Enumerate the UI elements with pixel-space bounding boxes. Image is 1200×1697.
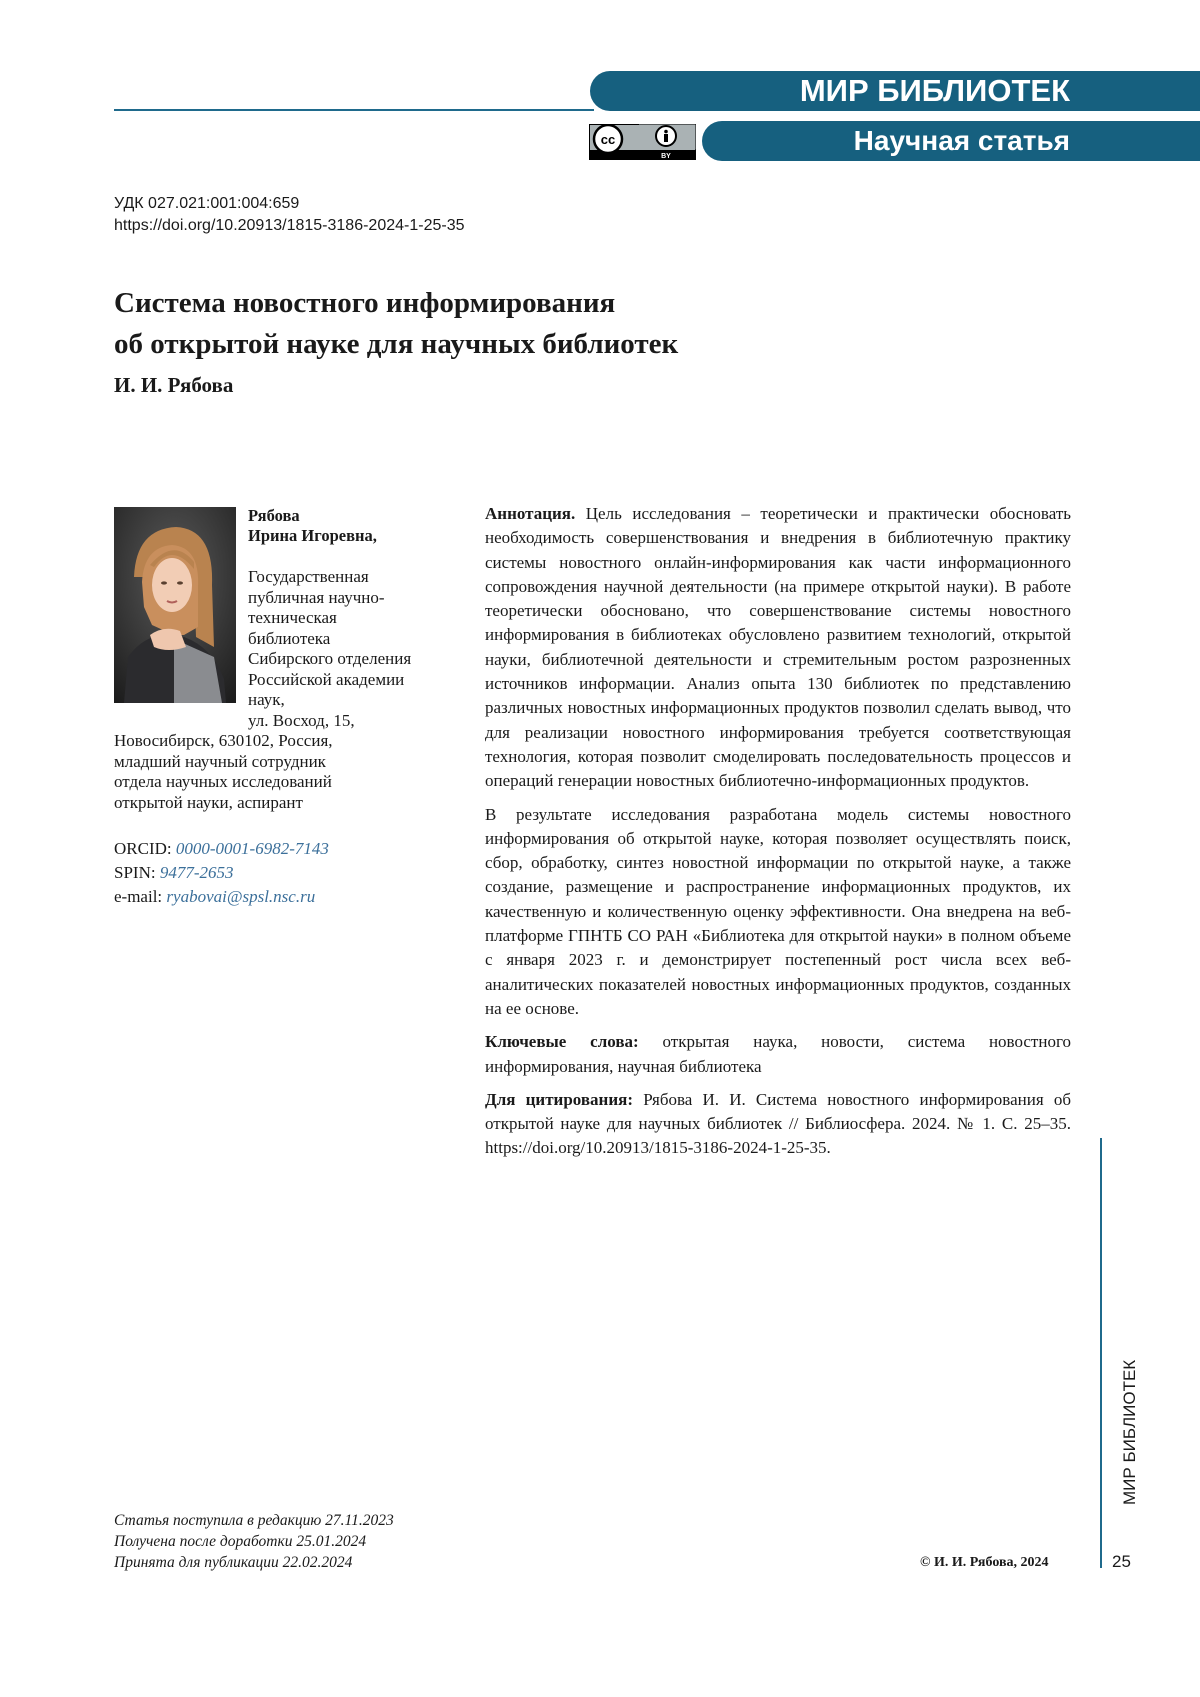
- abstract-text-1: Цель исследования – теоретически и практически обосновать необходимость совершенствования и внедрения в библиотечную практику системы новостного онлайн-информирования как части информационного сопровождения научной деятельности (на примере открытой науки). В работе теоретически обосновано, что совершенствование системы новостного информирования в библиотеках обусловлено развитием технологий, открытой науки, библиотечной деятельности и стремительным ростом разрозненных источников информации. Анализ опыта 130 библиотек по представлению различных новостных информационных продуктов позволил сделать вывод, что для реализации новостного информирования требуется соответствующая технология, которая позволит смоделировать последовательность процессов и операций генерации новостных библиотечно-информационных продуктов.: [485, 504, 1071, 790]
- bio-affiliation: [114, 567, 454, 813]
- citation: [485, 1088, 1071, 1161]
- spin-row: [114, 861, 329, 885]
- keywords-label: Ключевые слова:: [485, 1032, 639, 1051]
- udk-code: УДК 027.021:001:004:659: [114, 193, 299, 214]
- bio-line: публичная научно-: [114, 588, 454, 609]
- spin-label: SPIN:: [114, 863, 160, 882]
- abstract-paragraph-1: [485, 502, 1071, 794]
- bio-given-name: Ирина Игоревна,: [248, 526, 377, 546]
- bio-fullname: [248, 506, 377, 546]
- bio-line: Государственная: [114, 567, 454, 588]
- abstract-label: Аннотация.: [485, 504, 575, 523]
- bio-line: Российской академии: [114, 670, 454, 691]
- article-type-banner: Научная статья: [702, 121, 1200, 161]
- author-name: И. И. Рябова: [114, 371, 233, 399]
- copyright: © И. И. Рябова, 2024: [920, 1555, 1049, 1571]
- bio-line: наук,: [114, 690, 454, 711]
- bio-surname: Рябова: [248, 506, 377, 526]
- bio-line: отдела научных исследований: [114, 772, 454, 793]
- orcid-row: [114, 837, 329, 861]
- bio-line: младший научный сотрудник: [114, 752, 454, 773]
- svg-text:cc: cc: [601, 132, 615, 147]
- bio-line: Новосибирск, 630102, Россия,: [114, 731, 454, 752]
- bio-line: открытой науки, аспирант: [114, 793, 454, 814]
- spin-link[interactable]: 9477-2653: [160, 863, 234, 882]
- bio-line: библиотека: [114, 629, 454, 650]
- title-line-1: Система новостного информирования: [114, 283, 1014, 324]
- citation-text: Рябова И. И. Система новостного информирования об открытой науке для научных библиотек // Библиосфера. 2024. № 1. С. 25–35. https://doi.org/10.20913/1815-3186-2024-1-25-35.: [485, 1090, 1071, 1158]
- abstract-paragraph-2: В результате исследования разработана модель системы новостного информирования об открытой науке, которая позволяет осуществлять поиск, сбор, обработку, синтез новостной информации по открытой науке, а также создание, размещение и распространение информационных продуктов, их качественную и количественную оценку эффективности. Она внедрена на веб-платформе ГПНТБ СО РАН «Библиотека для открытой науки» в полном объеме с января 2023 г. и демонстрирует постепенный рост числа всех веб-аналитических показателей новостных информационных продуктов, созданных на ее основе.: [485, 803, 1071, 1022]
- bio-line: техническая: [114, 608, 454, 629]
- svg-text:BY: BY: [661, 153, 671, 160]
- cc-by-icon[interactable]: [589, 124, 696, 160]
- footer-vertical-rule: [1100, 1138, 1102, 1568]
- bio-line: ул. Восход, 15,: [114, 711, 454, 732]
- journal-section-banner: МИР БИБЛИОТЕК: [590, 71, 1200, 111]
- keywords-text: открытая наука, новости, система новостного информирования, научная библиотека: [485, 1032, 1071, 1075]
- date-received: Статья поступила в редакцию 27.11.2023: [114, 1510, 394, 1531]
- email-link[interactable]: ryabovai@spsl.nsc.ru: [166, 887, 315, 906]
- keywords: [485, 1030, 1071, 1079]
- email-label: e-mail:: [114, 887, 166, 906]
- email-row: [114, 885, 329, 909]
- author-identifiers: [114, 837, 329, 909]
- orcid-link[interactable]: 0000-0001-6982-7143: [176, 839, 329, 858]
- header-rule: [114, 109, 594, 111]
- article-title: [114, 283, 1014, 365]
- orcid-label: ORCID:: [114, 839, 176, 858]
- page-number: 25: [1112, 1552, 1131, 1572]
- vertical-journal-label: МИР БИБЛИОТЕК: [1120, 1360, 1140, 1505]
- abstract-column: [485, 502, 1071, 1170]
- citation-label: Для цитирования:: [485, 1090, 633, 1109]
- date-accepted: Принята для публикации 22.02.2024: [114, 1552, 394, 1573]
- title-line-2: об открытой науке для научных библиотек: [114, 324, 1014, 365]
- bio-line: Сибирского отделения: [114, 649, 454, 670]
- article-dates: [114, 1510, 394, 1573]
- date-revised: Получена после доработки 25.01.2024: [114, 1531, 394, 1552]
- doi-link[interactable]: https://doi.org/10.20913/1815-3186-2024-1-25-35: [114, 215, 464, 236]
